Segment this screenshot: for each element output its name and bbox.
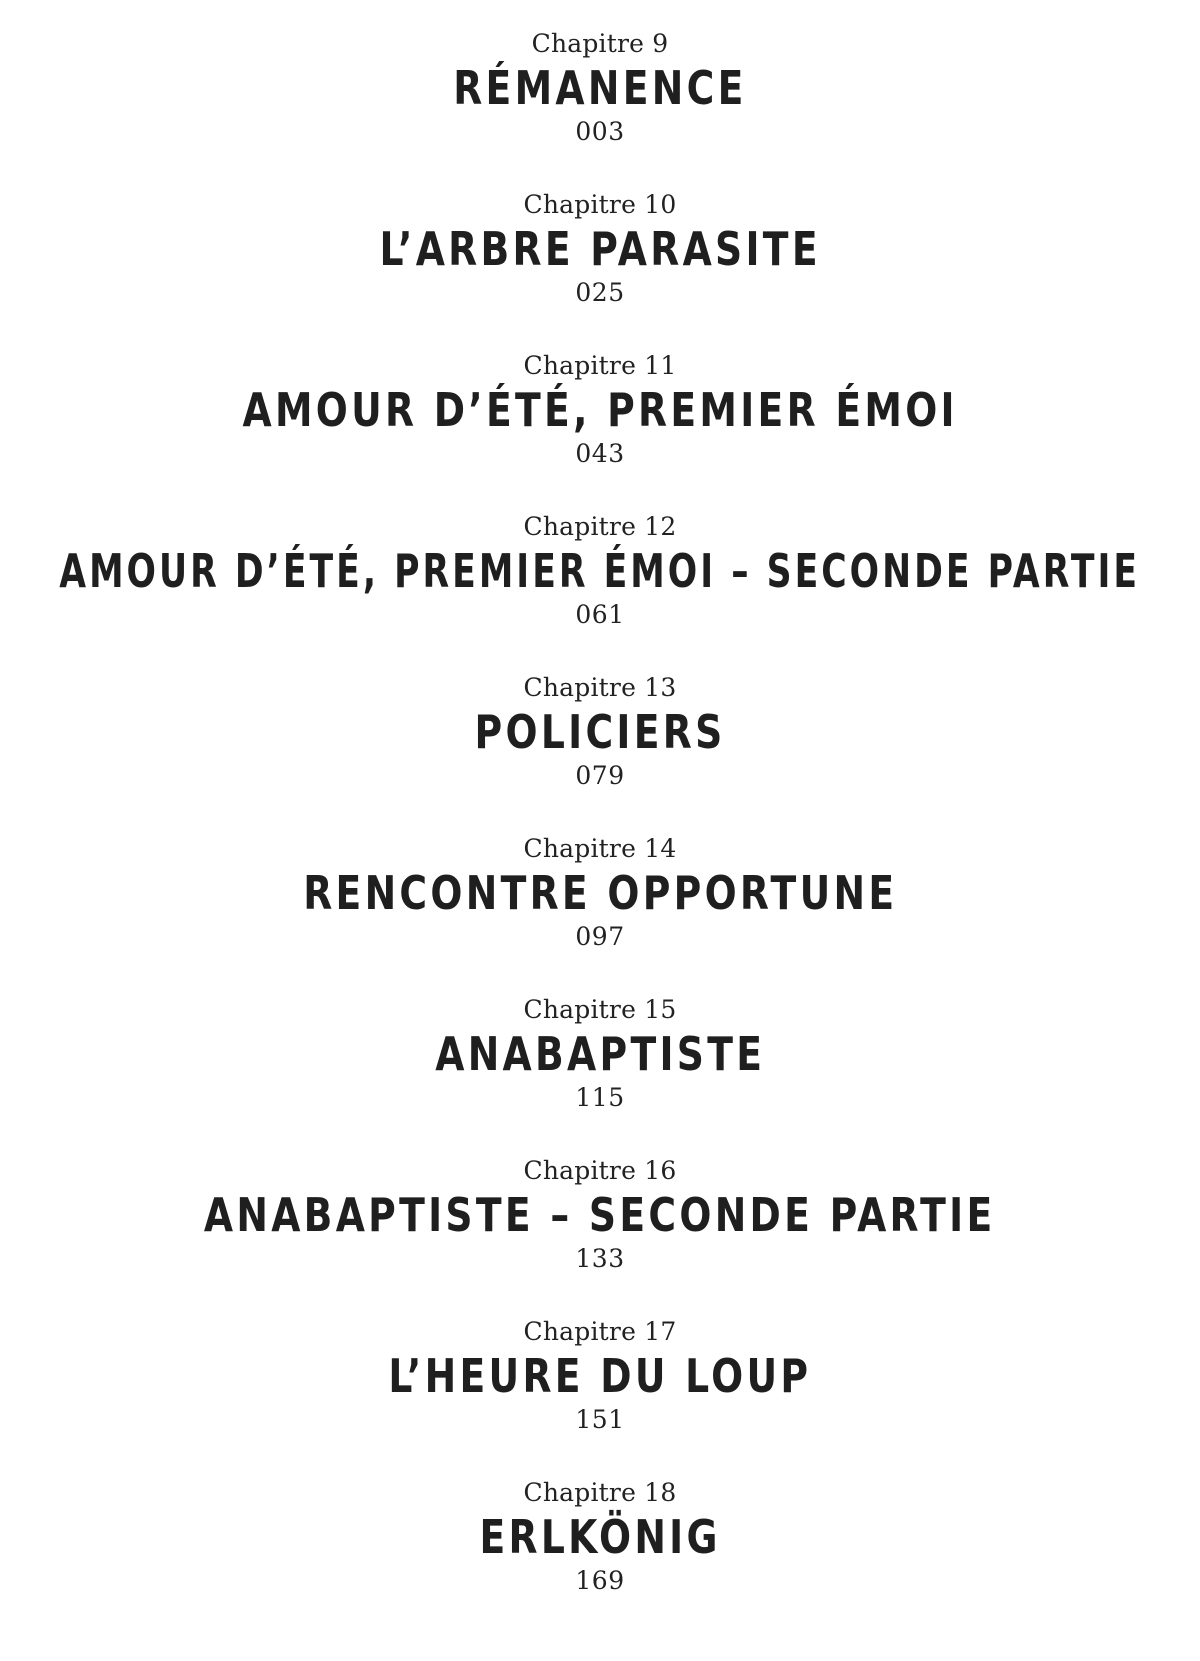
page-number: 061 xyxy=(575,600,625,629)
toc-entry xyxy=(0,1477,1200,1638)
chapter-label: Chapitre 14 xyxy=(523,834,677,863)
chapter-title: ERLKÖNIG xyxy=(479,1510,721,1564)
toc-entry xyxy=(0,833,1200,994)
chapter-title: ANABAPTISTE xyxy=(434,1027,766,1081)
toc-entry xyxy=(0,1316,1200,1477)
page-number: 025 xyxy=(575,278,625,307)
chapter-label: Chapitre 9 xyxy=(531,29,669,58)
chapter-label: Chapitre 17 xyxy=(523,1317,677,1346)
chapter-label: Chapitre 10 xyxy=(523,190,677,219)
page-number: 115 xyxy=(575,1083,625,1112)
toc-entry xyxy=(0,350,1200,511)
chapter-title: AMOUR D’ÉTÉ, PREMIER ÉMOI – SECONDE PARTIE xyxy=(59,544,1141,598)
chapter-label: Chapitre 11 xyxy=(523,351,677,380)
page-number: 079 xyxy=(575,761,625,790)
chapter-title: RÉMANENCE xyxy=(453,61,747,115)
toc-entry xyxy=(0,189,1200,350)
page-number: 151 xyxy=(575,1405,625,1434)
chapter-title: AMOUR D’ÉTÉ, PREMIER ÉMOI xyxy=(242,383,958,437)
toc-entry xyxy=(0,672,1200,833)
page-number: 133 xyxy=(575,1244,625,1273)
toc-entry xyxy=(0,28,1200,189)
page-number: 043 xyxy=(575,439,625,468)
table-of-contents xyxy=(0,28,1200,1638)
chapter-label: Chapitre 18 xyxy=(523,1478,677,1507)
toc-entry xyxy=(0,994,1200,1155)
chapter-title: L’HEURE DU LOUP xyxy=(388,1349,812,1403)
chapter-title: ANABAPTISTE – SECONDE PARTIE xyxy=(204,1188,996,1242)
chapter-label: Chapitre 12 xyxy=(523,512,677,541)
toc-entry xyxy=(0,1155,1200,1316)
chapter-title: POLICIERS xyxy=(474,705,726,759)
page-number: 169 xyxy=(575,1566,625,1595)
toc-entry xyxy=(0,511,1200,672)
chapter-title: RENCONTRE OPPORTUNE xyxy=(302,866,898,920)
chapter-label: Chapitre 16 xyxy=(523,1156,677,1185)
page-number: 003 xyxy=(575,117,625,146)
chapter-label: Chapitre 13 xyxy=(523,673,677,702)
chapter-label: Chapitre 15 xyxy=(523,995,677,1024)
chapter-title: L’ARBRE PARASITE xyxy=(379,222,821,276)
page-number: 097 xyxy=(575,922,625,951)
